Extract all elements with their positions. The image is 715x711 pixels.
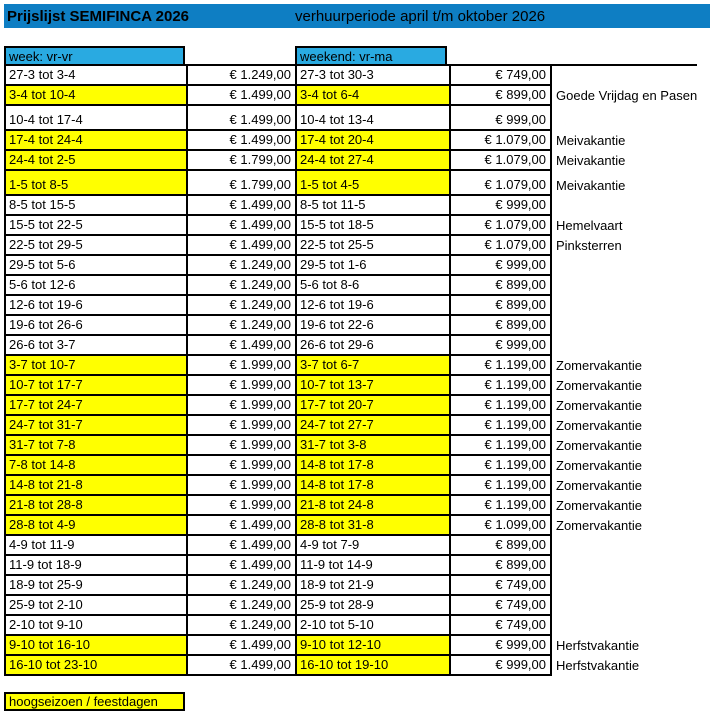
weekend-period-cell: 31-7 tot 3-8 — [297, 436, 451, 456]
row-note: Zomervakantie — [556, 398, 642, 413]
week-price-cell: € 1.249,00 — [188, 576, 297, 596]
weekend-period-cell: 14-8 tot 17-8 — [297, 456, 451, 476]
week-price-cell: € 1.999,00 — [188, 356, 297, 376]
table-row — [4, 456, 697, 476]
row-note: Zomervakantie — [556, 498, 642, 513]
week-period-cell: 17-4 tot 24-4 — [4, 131, 188, 151]
weekend-price-cell: € 1.079,00 — [451, 236, 552, 256]
weekend-price-cell: € 899,00 — [451, 536, 552, 556]
weekend-period-cell: 18-9 tot 21-9 — [297, 576, 451, 596]
table-row — [4, 171, 697, 196]
week-period-cell: 27-3 tot 3-4 — [4, 66, 188, 86]
week-price-cell: € 1.249,00 — [188, 616, 297, 636]
row-note — [552, 316, 556, 336]
row-note — [552, 556, 556, 576]
week-price-cell: € 1.499,00 — [188, 236, 297, 256]
table-row — [4, 396, 697, 416]
weekend-price-cell: € 749,00 — [451, 576, 552, 596]
weekend-price-cell: € 899,00 — [451, 276, 552, 296]
table-row — [4, 196, 697, 216]
weekend-price-cell: € 999,00 — [451, 106, 552, 131]
table-row — [4, 106, 697, 131]
row-note: Zomervakantie — [556, 418, 642, 433]
table-row — [4, 316, 697, 336]
weekend-period-cell: 24-7 tot 27-7 — [297, 416, 451, 436]
row-note — [552, 66, 556, 86]
row-note — [552, 576, 556, 596]
high-season-legend: hoogseizoen / feestdagen — [4, 692, 185, 711]
weekend-period-cell: 5-6 tot 8-6 — [297, 276, 451, 296]
weekend-column-header: weekend: vr-ma — [295, 46, 447, 66]
table-row — [4, 86, 697, 106]
table-row — [4, 296, 697, 316]
week-period-cell: 18-9 tot 25-9 — [4, 576, 188, 596]
weekend-period-cell: 12-6 tot 19-6 — [297, 296, 451, 316]
table-row — [4, 216, 697, 236]
week-period-cell: 10-7 tot 17-7 — [4, 376, 188, 396]
week-period-cell: 17-7 tot 24-7 — [4, 396, 188, 416]
weekend-price-cell: € 999,00 — [451, 336, 552, 356]
table-row — [4, 236, 697, 256]
week-period-cell: 24-7 tot 31-7 — [4, 416, 188, 436]
table-row — [4, 596, 697, 616]
table-row — [4, 276, 697, 296]
weekend-period-cell: 16-10 tot 19-10 — [297, 656, 451, 676]
row-note — [552, 196, 556, 216]
week-period-cell: 16-10 tot 23-10 — [4, 656, 188, 676]
row-note — [552, 276, 556, 296]
week-price-cell: € 1.499,00 — [188, 656, 297, 676]
row-note: Zomervakantie — [556, 478, 642, 493]
week-price-cell: € 1.499,00 — [188, 636, 297, 656]
weekend-period-cell: 19-6 tot 22-6 — [297, 316, 451, 336]
weekend-price-cell: € 999,00 — [451, 656, 552, 676]
row-note — [552, 536, 556, 556]
week-price-cell: € 1.499,00 — [188, 86, 297, 106]
row-note: Meivakantie — [556, 153, 626, 168]
weekend-period-cell: 27-3 tot 30-3 — [297, 66, 451, 86]
table-row — [4, 576, 697, 596]
row-note: Herfstvakantie — [556, 658, 640, 673]
week-price-cell: € 1.249,00 — [188, 256, 297, 276]
weekend-period-cell: 14-8 tot 17-8 — [297, 476, 451, 496]
weekend-price-cell: € 749,00 — [451, 596, 552, 616]
week-price-cell: € 1.799,00 — [188, 171, 297, 196]
weekend-period-cell: 1-5 tot 4-5 — [297, 171, 451, 196]
week-price-cell: € 1.249,00 — [188, 316, 297, 336]
week-period-cell: 31-7 tot 7-8 — [4, 436, 188, 456]
table-row — [4, 131, 697, 151]
weekend-period-cell: 3-4 tot 6-4 — [297, 86, 451, 106]
week-price-cell: € 1.249,00 — [188, 596, 297, 616]
week-price-cell: € 1.999,00 — [188, 396, 297, 416]
weekend-price-cell: € 1.199,00 — [451, 416, 552, 436]
week-price-cell: € 1.249,00 — [188, 276, 297, 296]
week-price-cell: € 1.499,00 — [188, 536, 297, 556]
table-row — [4, 616, 697, 636]
week-price-cell: € 1.249,00 — [188, 296, 297, 316]
week-period-cell: 25-9 tot 2-10 — [4, 596, 188, 616]
week-period-cell: 12-6 tot 19-6 — [4, 296, 188, 316]
weekend-price-cell: € 1.199,00 — [451, 376, 552, 396]
weekend-period-cell: 21-8 tot 24-8 — [297, 496, 451, 516]
week-price-cell: € 1.999,00 — [188, 496, 297, 516]
week-price-cell: € 1.999,00 — [188, 476, 297, 496]
weekend-price-cell: € 1.199,00 — [451, 496, 552, 516]
row-note: Goede Vrijdag en Pasen — [556, 88, 698, 103]
table-row — [4, 636, 697, 656]
row-note — [552, 596, 556, 616]
table-row — [4, 656, 697, 676]
row-note: Zomervakantie — [556, 438, 642, 453]
weekend-price-cell: € 1.079,00 — [451, 216, 552, 236]
weekend-period-cell: 10-7 tot 13-7 — [297, 376, 451, 396]
row-note — [552, 296, 556, 316]
row-note: Pinksterren — [556, 238, 622, 253]
weekend-period-cell: 15-5 tot 18-5 — [297, 216, 451, 236]
row-note: Zomervakantie — [556, 378, 642, 393]
week-period-cell: 26-6 tot 3-7 — [4, 336, 188, 356]
weekend-period-cell: 24-4 tot 27-4 — [297, 151, 451, 171]
week-price-cell: € 1.249,00 — [188, 66, 297, 86]
rental-period-subtitle: verhuurperiode april t/m oktober 2026 — [295, 7, 546, 25]
weekend-period-cell: 22-5 tot 25-5 — [297, 236, 451, 256]
week-price-cell: € 1.999,00 — [188, 456, 297, 476]
table-row — [4, 336, 697, 356]
week-period-cell: 24-4 tot 2-5 — [4, 151, 188, 171]
week-period-cell: 22-5 tot 29-5 — [4, 236, 188, 256]
week-price-cell: € 1.499,00 — [188, 196, 297, 216]
week-period-cell: 10-4 tot 17-4 — [4, 106, 188, 131]
weekend-price-cell: € 1.079,00 — [451, 131, 552, 151]
weekend-price-cell: € 1.099,00 — [451, 516, 552, 536]
table-row — [4, 556, 697, 576]
weekend-price-cell: € 1.199,00 — [451, 436, 552, 456]
week-period-cell: 2-10 tot 9-10 — [4, 616, 188, 636]
week-column-header: week: vr-vr — [4, 46, 185, 66]
weekend-price-cell: € 899,00 — [451, 556, 552, 576]
weekend-period-cell: 10-4 tot 13-4 — [297, 106, 451, 131]
row-note — [552, 106, 556, 131]
row-note: Herfstvakantie — [556, 638, 640, 653]
row-note: Zomervakantie — [556, 358, 642, 373]
week-period-cell: 29-5 tot 5-6 — [4, 256, 188, 276]
table-row — [4, 416, 697, 436]
week-price-cell: € 1.499,00 — [188, 336, 297, 356]
weekend-price-cell: € 899,00 — [451, 296, 552, 316]
week-period-cell: 14-8 tot 21-8 — [4, 476, 188, 496]
table-row — [4, 516, 697, 536]
table-row — [4, 496, 697, 516]
page-title: Prijslijst SEMIFINCA 2026 — [7, 7, 190, 25]
week-period-cell: 4-9 tot 11-9 — [4, 536, 188, 556]
table-row — [4, 376, 697, 396]
week-price-cell: € 1.499,00 — [188, 556, 297, 576]
weekend-period-cell: 25-9 tot 28-9 — [297, 596, 451, 616]
table-row — [4, 356, 697, 376]
week-period-cell: 28-8 tot 4-9 — [4, 516, 188, 536]
week-price-cell: € 1.999,00 — [188, 436, 297, 456]
week-price-cell: € 1.499,00 — [188, 216, 297, 236]
row-note: Hemelvaart — [556, 218, 623, 233]
week-period-cell: 3-7 tot 10-7 — [4, 356, 188, 376]
weekend-price-cell: € 749,00 — [451, 66, 552, 86]
row-note — [552, 336, 556, 356]
table-row — [4, 66, 697, 86]
week-price-cell: € 1.999,00 — [188, 416, 297, 436]
weekend-period-cell: 9-10 tot 12-10 — [297, 636, 451, 656]
weekend-price-cell: € 1.199,00 — [451, 456, 552, 476]
weekend-period-cell: 2-10 tot 5-10 — [297, 616, 451, 636]
weekend-period-cell: 11-9 tot 14-9 — [297, 556, 451, 576]
week-period-cell: 1-5 tot 8-5 — [4, 171, 188, 196]
row-note: Zomervakantie — [556, 518, 642, 533]
weekend-price-cell: € 999,00 — [451, 636, 552, 656]
week-period-cell: 21-8 tot 28-8 — [4, 496, 188, 516]
table-row — [4, 256, 697, 276]
week-price-cell: € 1.499,00 — [188, 131, 297, 151]
weekend-period-cell: 26-6 tot 29-6 — [297, 336, 451, 356]
row-note: Meivakantie — [556, 133, 626, 148]
weekend-price-cell: € 1.079,00 — [451, 171, 552, 196]
weekend-price-cell: € 1.079,00 — [451, 151, 552, 171]
week-period-cell: 3-4 tot 10-4 — [4, 86, 188, 106]
weekend-period-cell: 28-8 tot 31-8 — [297, 516, 451, 536]
week-price-cell: € 1.799,00 — [188, 151, 297, 171]
weekend-period-cell: 17-7 tot 20-7 — [297, 396, 451, 416]
weekend-price-cell: € 1.199,00 — [451, 396, 552, 416]
table-row — [4, 476, 697, 496]
week-period-cell: 15-5 tot 22-5 — [4, 216, 188, 236]
week-period-cell: 19-6 tot 26-6 — [4, 316, 188, 336]
week-period-cell: 9-10 tot 16-10 — [4, 636, 188, 656]
table-row — [4, 536, 697, 556]
weekend-price-cell: € 999,00 — [451, 256, 552, 276]
weekend-period-cell: 4-9 tot 7-9 — [297, 536, 451, 556]
week-period-cell: 5-6 tot 12-6 — [4, 276, 188, 296]
weekend-price-cell: € 899,00 — [451, 316, 552, 336]
week-period-cell: 8-5 tot 15-5 — [4, 196, 188, 216]
price-table — [4, 64, 697, 676]
table-row — [4, 151, 697, 171]
title-bar — [4, 4, 710, 28]
week-price-cell: € 1.499,00 — [188, 106, 297, 131]
weekend-price-cell: € 1.199,00 — [451, 476, 552, 496]
weekend-period-cell: 29-5 tot 1-6 — [297, 256, 451, 276]
weekend-period-cell: 8-5 tot 11-5 — [297, 196, 451, 216]
weekend-price-cell: € 1.199,00 — [451, 356, 552, 376]
weekend-price-cell: € 899,00 — [451, 86, 552, 106]
week-price-cell: € 1.999,00 — [188, 376, 297, 396]
weekend-period-cell: 3-7 tot 6-7 — [297, 356, 451, 376]
table-row — [4, 436, 697, 456]
row-note — [552, 616, 556, 636]
column-header-row — [4, 46, 715, 64]
week-period-cell: 11-9 tot 18-9 — [4, 556, 188, 576]
weekend-price-cell: € 999,00 — [451, 196, 552, 216]
row-note — [552, 256, 556, 276]
row-note: Zomervakantie — [556, 458, 642, 473]
row-note: Meivakantie — [556, 178, 626, 193]
weekend-period-cell: 17-4 tot 20-4 — [297, 131, 451, 151]
weekend-price-cell: € 749,00 — [451, 616, 552, 636]
week-price-cell: € 1.499,00 — [188, 516, 297, 536]
week-period-cell: 7-8 tot 14-8 — [4, 456, 188, 476]
